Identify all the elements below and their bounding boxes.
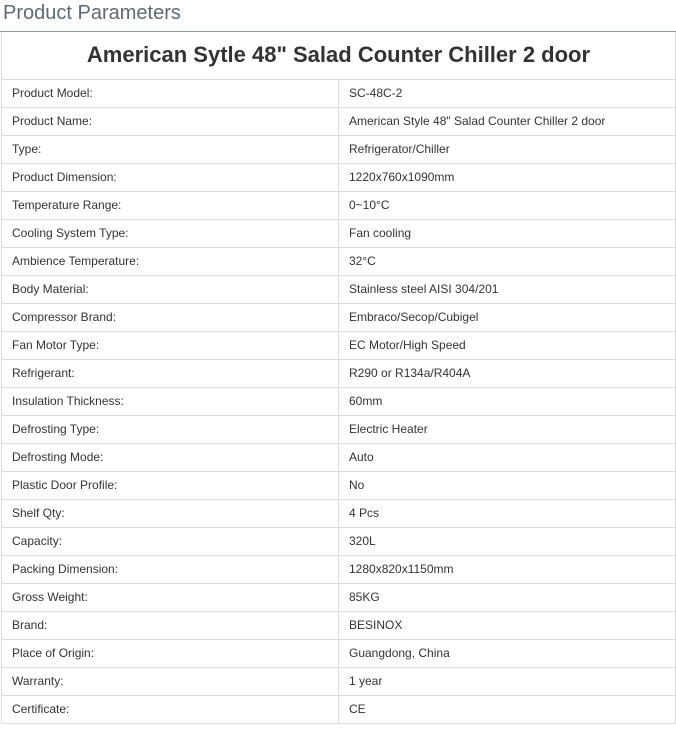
table-row (2, 135, 676, 163)
parameter-label: Body Material: (2, 275, 339, 303)
parameter-label: Place of Origin: (2, 639, 339, 667)
parameter-label: Warranty: (2, 667, 339, 695)
parameter-label: Insulation Thickness: (2, 387, 339, 415)
parameter-label: Type: (2, 135, 339, 163)
table-row (2, 499, 676, 527)
parameter-label: Product Name: (2, 107, 339, 135)
table-row (2, 79, 676, 107)
parameter-label: Cooling System Type: (2, 219, 339, 247)
parameter-label: Certificate: (2, 695, 339, 723)
parameter-value: 32°C (339, 247, 676, 275)
parameter-label: Temperature Range: (2, 191, 339, 219)
parameter-value: SC-48C-2 (339, 79, 676, 107)
parameter-value: Stainless steel AISI 304/201 (339, 275, 676, 303)
table-row (2, 247, 676, 275)
table-row (2, 667, 676, 695)
parameter-value: 60mm (339, 387, 676, 415)
parameter-label: Packing Dimension: (2, 555, 339, 583)
parameter-label: Defrosting Mode: (2, 443, 339, 471)
table-row (2, 219, 676, 247)
parameter-label: Gross Weight: (2, 583, 339, 611)
table-row (2, 303, 676, 331)
parameter-value: 1280x820x1150mm (339, 555, 676, 583)
parameter-value: Embraco/Secop/Cubigel (339, 303, 676, 331)
parameter-label: Compressor Brand: (2, 303, 339, 331)
parameter-value: BESINOX (339, 611, 676, 639)
parameter-label: Defrosting Type: (2, 415, 339, 443)
table-row (2, 359, 676, 387)
table-row (2, 471, 676, 499)
table-row (2, 583, 676, 611)
parameter-value: Electric Heater (339, 415, 676, 443)
parameter-label: Fan Motor Type: (2, 331, 339, 359)
parameter-value: 1220x760x1090mm (339, 163, 676, 191)
table-row (2, 275, 676, 303)
table-row (2, 527, 676, 555)
parameter-value: 0~10°C (339, 191, 676, 219)
parameter-value: Refrigerator/Chiller (339, 135, 676, 163)
table-row (2, 331, 676, 359)
parameter-label: Ambience Temperature: (2, 247, 339, 275)
parameter-value: 4 Pcs (339, 499, 676, 527)
section-header (0, 0, 676, 32)
table-row (2, 163, 676, 191)
parameter-label: Plastic Door Profile: (2, 471, 339, 499)
table-row (2, 611, 676, 639)
parameter-value: Auto (339, 443, 676, 471)
table-row (2, 387, 676, 415)
product-title: American Sytle 48" Salad Counter Chiller 2 door (2, 32, 676, 79)
parameter-label: Brand: (2, 611, 339, 639)
table-row (2, 695, 676, 723)
table-row (2, 191, 676, 219)
table-title-row (2, 32, 676, 79)
table-row (2, 555, 676, 583)
table-row (2, 415, 676, 443)
table-row (2, 639, 676, 667)
parameter-label: Shelf Qty: (2, 499, 339, 527)
parameter-label: Capacity: (2, 527, 339, 555)
parameter-label: Product Model: (2, 79, 339, 107)
section-title: Product Parameters (3, 2, 181, 24)
parameter-label: Product Dimension: (2, 163, 339, 191)
parameter-value: Fan cooling (339, 219, 676, 247)
parameter-value: American Style 48" Salad Counter Chiller 2 door (339, 107, 676, 135)
parameter-value: No (339, 471, 676, 499)
parameter-value: 1 year (339, 667, 676, 695)
product-parameters-table (1, 32, 676, 724)
parameter-value: 320L (339, 527, 676, 555)
parameter-value: EC Motor/High Speed (339, 331, 676, 359)
parameter-value: CE (339, 695, 676, 723)
parameter-value: R290 or R134a/R404A (339, 359, 676, 387)
parameter-value: Guangdong, China (339, 639, 676, 667)
parameter-label: Refrigerant: (2, 359, 339, 387)
parameter-value: 85KG (339, 583, 676, 611)
table-row (2, 443, 676, 471)
table-row (2, 107, 676, 135)
